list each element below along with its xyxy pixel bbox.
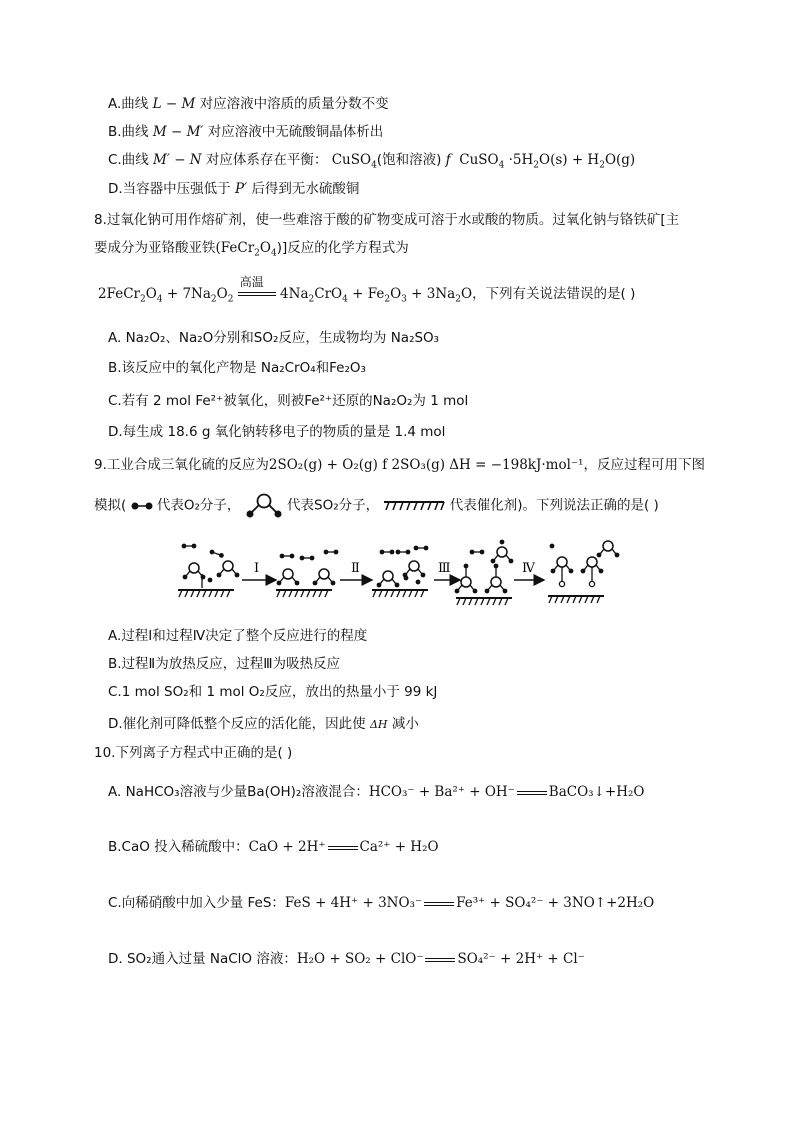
o2-molecule-icon [131,501,153,511]
q10-option-b: B.CaO 投入稀硫酸中：CaO + 2H⁺ Ca²⁺ + H₂O [108,839,439,855]
q9-option-d: D.催化剂可降低整个反应的活化能，因此使 ΔH 减小 [108,716,419,732]
reaction-process-diagram [176,538,632,608]
q8-option-a: A. Na₂O₂、Na₂O分别和SO₂反应，生成物均为 Na₂SO₃ [108,330,440,346]
q8-stem-line1: 8.过氧化钠可用作熔矿剂，使一些难溶于酸的矿物变成可溶于水或酸的物质。过氧化钠与铬铁矿[主 [94,212,680,228]
q8-stem-line2: 要成分为亚铬酸亚铁$(FeCr_2O_4)$]反应的化学方程式为 [94,240,409,259]
q9-option-a: A.过程Ⅰ和过程Ⅳ决定了整个反应进行的程度 [108,628,368,644]
q9-stem-line1: 9.工业合成三氧化硫的反应为2SO₂(g) + O₂(g) f 2SO₃(g) ΔH = −198kJ·mol⁻¹，反应过程可用下图 [94,457,705,473]
q10-stem: 10.下列离子方程式中正确的是( ) [94,745,293,761]
reaction-condition-arrow: 高温 [238,288,276,302]
q10-option-d: D. SO₂通入过量 NaClO 溶液：H₂O + SO₂ + ClO⁻ SO₄²⁻ + 2H⁺ + Cl⁻ [108,951,585,967]
step-label-3: Ⅲ [438,561,451,576]
q9-stem-line2: 模拟( 代表O₂分子， 代表SO₂分子， 代表催化剂)。下列说法正确的是( ) [94,493,659,519]
q8-option-c: C.若有 2 mol Fe²⁺被氧化，则被Fe²⁺还原的Na₂O₂为 1 mol [108,393,469,409]
stage-5 [548,541,619,603]
q7-option-d: D.当容器中压强低于 P′ 后得到无水硫酸铜 [108,181,360,197]
q7-option-a: A.曲线 L − M 对应溶液中溶质的质量分数不变 [108,96,389,112]
q9-option-b: B.过程Ⅱ为放热反应，过程Ⅲ为吸热反应 [108,656,341,672]
stage-2 [276,550,338,597]
step-label-2: Ⅱ [351,561,360,576]
q8-equation: $2FeCr_2O_4 + 7Na_2O_2$ 高温 $4Na_2CrO_4 + Fe_2O_3 + 3Na_2O$，下列有关说法错误的是( ) [98,274,636,305]
stage-1 [178,544,239,597]
step-label-4: Ⅳ [522,561,535,576]
q7-option-c: C.曲线 M′ − N 对应体系存在平衡： CuSO$_4$(饱和溶液) f CuSO$_4$ $\cdot 5H_2O(s) + H_2O(g)$ [108,152,636,171]
q8-option-b: B.该反应中的氧化产物是 Na₂CrO₄和Fe₂O₃ [108,360,366,376]
so2-molecule-icon [245,493,283,519]
q9-option-c: C.1 mol SO₂和 1 mol O₂反应，放出的热量小于 99 kJ [108,684,438,700]
q7-option-b: B.曲线 M − M′ 对应溶液中无硫酸铜晶体析出 [108,124,384,140]
stage-4 [455,540,514,605]
q10-option-c: C.向稀硝酸中加入少量 FeS：FeS + 4H⁺ + 3NO₃⁻ Fe³⁺ + SO₄²⁻ + 3NO↑+2H₂O [108,895,655,911]
stage-3 [372,546,428,597]
q8-option-d: D.每生成 18.6 g 氧化钠转移电子的物质的量是 1.4 mol [108,424,446,440]
step-label-1: Ⅰ [254,561,260,576]
q10-option-a: A. NaHCO₃溶液与少量Ba(OH)₂溶液混合：HCO₃⁻ + Ba²⁺ + OH⁻ BaCO₃↓+H₂O [108,784,645,800]
catalyst-surface-icon [383,500,445,512]
